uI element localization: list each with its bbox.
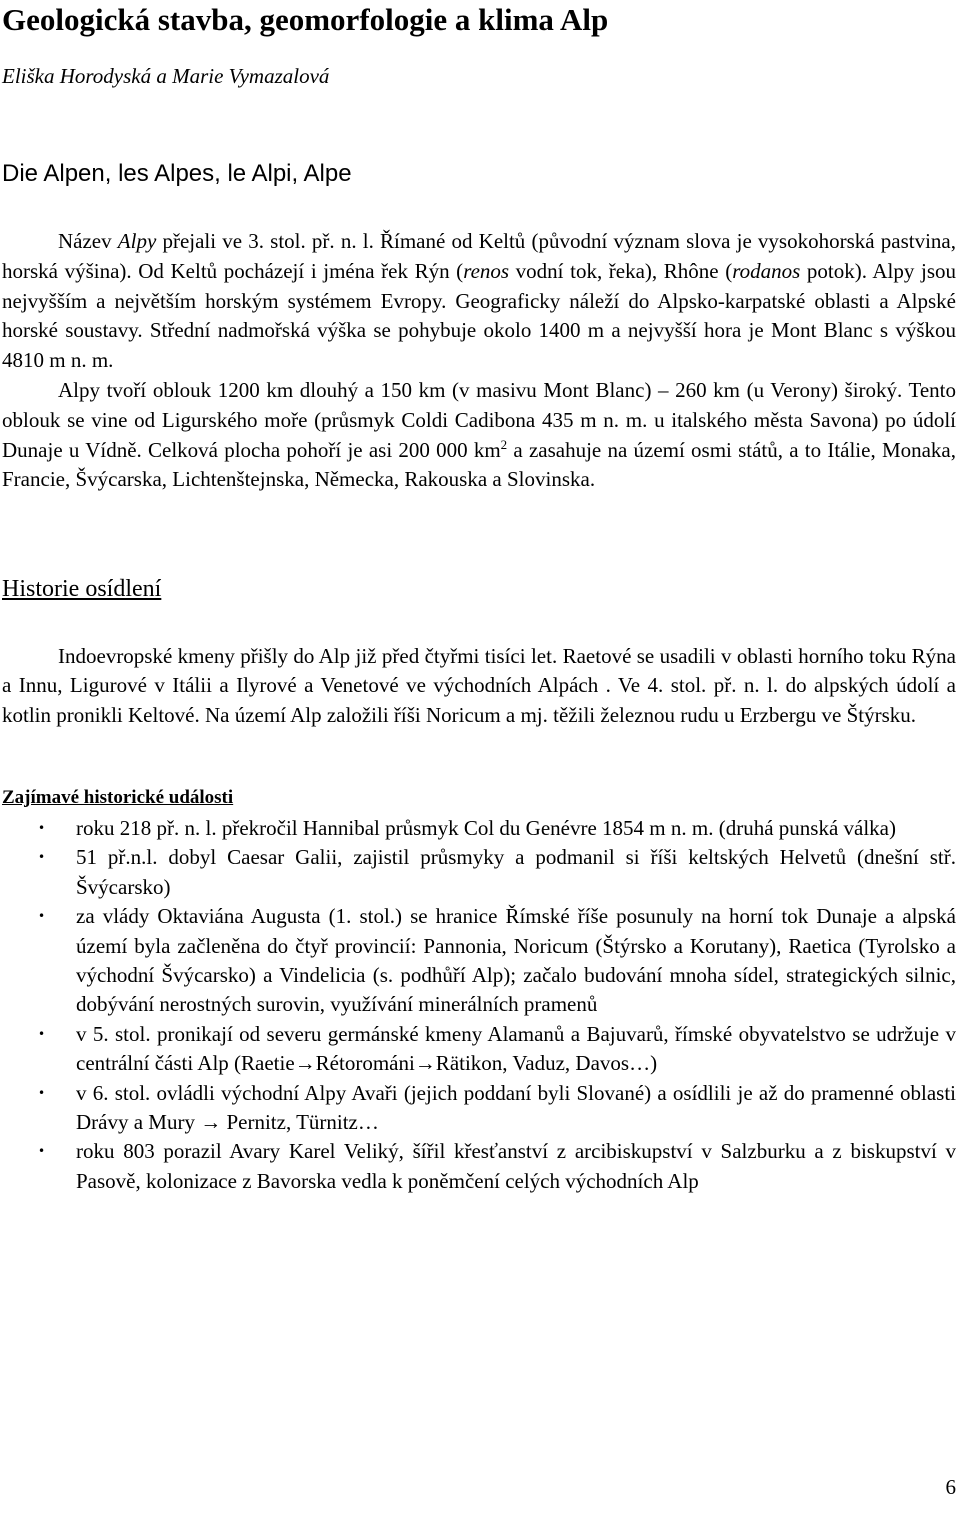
bullet-icon: • [38, 909, 46, 924]
superscript-2: 2 [500, 436, 508, 452]
bullet-icon: • [38, 1026, 46, 1041]
list-item-text: roku 803 porazil Avary Karel Veliký, šířil křesťanství z arcibiskupství v Salzburku a z biskupství v Pasově, kolonizace z Bavorska vedla k poněmčení celých východních Alp [76, 1139, 956, 1193]
bullet-icon: • [38, 1085, 46, 1100]
term-rodanos: rodanos [732, 258, 801, 283]
intro-paragraph [2, 227, 956, 495]
section-heading-history: Historie osídlení [2, 576, 162, 602]
list-item [0, 902, 956, 1020]
intro-text-1: Název [58, 229, 118, 253]
list-item [0, 1020, 956, 1079]
list-item [0, 814, 956, 843]
intro-text-2: přejali ve 3. stol. př. n. l. Římané od Keltů (původní význam slova je vysokohorská pastvina, horská výšina). Od Keltů pocházejí i jména řek Rýn ( [2, 229, 956, 283]
history-paragraph: Indoevropské kmeny přišly do Alp již před čtyřmi tisíci let. Raetové se usadili v oblasti horního toku Rýna a Innu, Ligurové v Itálii a Ilyrové a Venetové ve východních Alpách . Ve 4. stol. př. n. l. do alpských údolí a kotlin pronikli Keltové. Na území Alp založili říši Noricum a mj. těžili železnou rudu u Erzbergu ve Štýrsku. [2, 644, 956, 727]
list-item [0, 1137, 956, 1196]
page-number: 6 [945, 1475, 956, 1499]
intro-text-4: potok). Alpy jsou nejvyšším a největším horským systémem Evropy. Geograficky náleží do Alpsko-karpatské oblasti a Alpské horské soustavy. Střední nadmořská výška se pohybuje okolo 1400 m a nejvyšší hora je Mont Blanc s výškou 4810 m n. m. [2, 258, 957, 373]
term-renos: renos [463, 258, 510, 283]
subtitle: Die Alpen, les Alpes, le Alpi, Alpe [2, 160, 352, 187]
section-heading-events: Zajímavé historické události [2, 787, 234, 808]
bullet-icon: • [38, 850, 46, 865]
list-item [0, 1079, 956, 1138]
intro-text-6: a zasahuje na území osmi států, a to Itálie, Monaka, Francie, Švýcarska, Lichtenštejnska, Německa, Rakouska a Slovinska. [2, 437, 957, 492]
bullet-icon: • [38, 821, 46, 835]
term-alpy: Alpy [117, 229, 157, 253]
list-item [0, 843, 956, 902]
document-title: Geologická stavba, geomorfologie a klima Alp [2, 2, 609, 37]
intro-text-3: vodní tok, řeka), Rhône ( [509, 258, 733, 283]
list-item-text: v 6. stol. ovládli východní Alpy Avaři (jejich poddaní byli Slované) a osídlili je až do pramenné oblasti Drávy a Mury → Pernitz, Türnitz… [76, 1080, 956, 1135]
events-list [0, 814, 960, 1196]
bullet-icon: • [38, 1144, 46, 1159]
list-item-text: za vlády Oktaviána Augusta (1. stol.) se hranice Římské říše posunuly na horní tok Dunaje a alpská území byla začleněna do čtyř provincií: Pannonia, Noricum (Štýrsko a Korutany), Raetica (Tyrolsko a východní Švýcarsko) a Vindelicia (s. podhůří Alp); začalo budování mnoha sídel, strategických silnic, dobývání nerostných surovin, využívání minerálních pramenů [76, 904, 956, 1017]
list-item-text: roku 218 př. n. l. překročil Hannibal průsmyk Col du Genévre 1854 m n. m. (druhá punská válka) [76, 816, 896, 840]
authors: Eliška Horodyská a Marie Vymazalová [2, 64, 330, 88]
list-item-text: v 5. stol. pronikají od severu germánské kmeny Alamanů a Bajuvarů, římské obyvatelstvo se udržuje v centrální části Alp (Raetie→Rétorománi→Rätikon, Vaduz, Davos…) [76, 1021, 956, 1076]
list-item-text: 51 př.n.l. dobyl Caesar Galii, zajistil průsmyky a podmanil si říši keltských Helvetů (dnešní stř. Švýcarsko) [76, 845, 956, 899]
intro-text-5: Alpy tvoří oblouk 1200 km dlouhý a 150 km (v masivu Mont Blanc) – 260 km (u Verony) široký. Tento oblouk se vine od Ligurského moře (průsmyk Coldi Cadibona 435 m n. m. u italského města Savona) po údolí Dunaje u Vídně. Celková plocha pohoří je asi 200 000 km [2, 377, 956, 462]
